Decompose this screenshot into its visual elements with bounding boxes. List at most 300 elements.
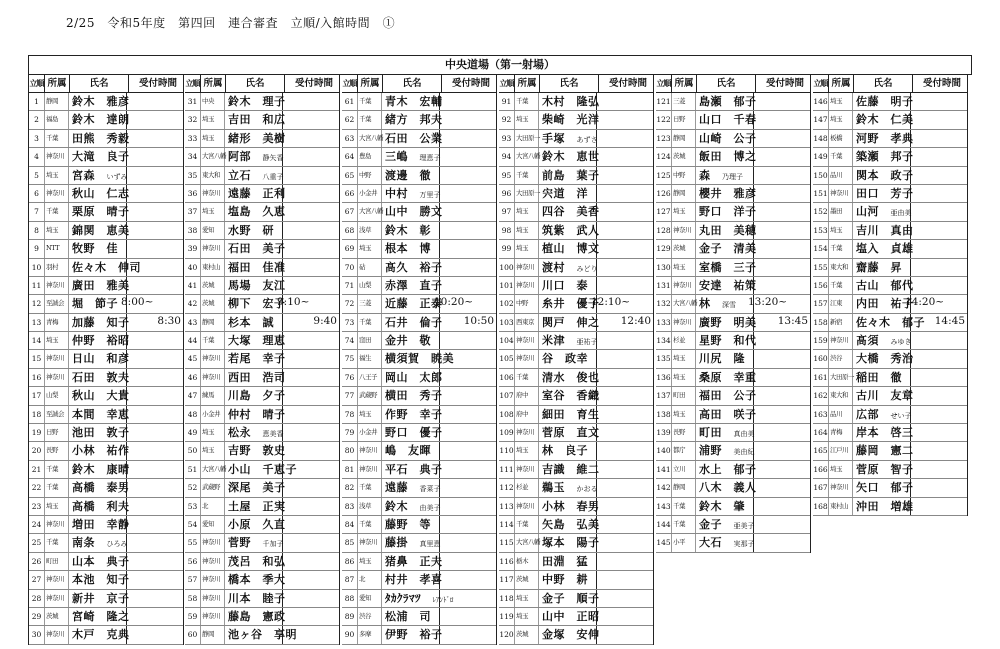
affiliation: 千葉 [829,277,853,294]
order-number: 150 [813,167,829,184]
participant-name [225,442,286,459]
surname-given: 吉野 敦史 [228,444,286,458]
participant-name [382,314,443,331]
surname-given: 小林 春男 [542,499,600,513]
participant-name [69,295,127,312]
order-number: 53 [185,498,201,515]
participant-name [382,259,443,276]
participant-name [382,203,443,220]
order-number: 88 [342,590,358,607]
surname-given: 佐々木 郁子 [856,315,925,329]
order-number: 44 [185,332,201,349]
affiliation: 千葉 [829,240,853,257]
order-number: 36 [185,185,201,202]
affiliation: 埼玉 [201,111,225,128]
surname-given: 岡山 太郎 [385,370,443,384]
order-number: 42 [185,295,201,312]
given-name-kana: 由美子 [419,503,441,512]
surname-given: 平石 典子 [385,462,443,476]
surname-given: 佐々木 伸司 [72,260,141,274]
affiliation: 大田原一 [515,130,539,147]
order-number: 76 [342,369,358,386]
surname-given: 堀 節子 [72,297,118,311]
order-number: 14 [29,332,45,349]
affiliation: 茨城 [45,608,69,625]
participant-name [69,498,130,515]
affiliation: 神奈川 [672,222,696,239]
order-number: 95 [499,167,515,184]
surname-given: 森 [699,168,711,182]
affiliation: 埼玉 [515,203,539,220]
surname-given: 廣野 明美 [699,315,757,329]
affiliation: 砧 [358,259,382,276]
surname-given: 福田 公子 [699,389,757,403]
participant-name [69,553,130,570]
surname-given: 宍道 洋 [542,186,588,200]
order-number: 137 [656,387,672,404]
order-number: 114 [499,516,515,533]
affiliation: 至誠会 [45,295,69,312]
surname-given: 田淵 猛 [542,554,588,568]
surname-given: 佐藤 明子 [856,95,914,108]
order-number: 59 [185,608,201,625]
order-number: 34 [185,148,201,165]
surname-given: 栗原 晴子 [72,205,130,219]
surname-given: 室谷 香織 [542,389,600,403]
order-number: 93 [499,130,515,147]
order-number: 17 [29,387,45,404]
order-number: 6 [29,185,45,202]
participant-name [69,387,130,404]
participant-name [382,608,440,625]
affiliation: 埼玉 [672,259,696,276]
time-block [185,74,340,645]
order-number: 156 [813,277,829,294]
end-time: 13:45 [777,314,808,327]
order-number: 149 [813,148,829,165]
affiliation: 神奈川 [358,534,382,551]
order-number: 13 [29,314,45,331]
surname-given: 嶋 友暉 [385,444,431,458]
participant-name [69,571,130,588]
order-number: 139 [656,424,672,441]
surname-given: 古山 郁代 [856,278,914,292]
given-name-kana: 真里恵 [419,540,441,549]
surname-given: 山口 千春 [699,113,757,127]
column-header-row [185,74,340,93]
order-number: 50 [185,442,201,459]
participant-name [853,461,914,478]
end-time: 8:30 [157,314,181,327]
affiliation: 千葉 [672,516,696,533]
order-number: 151 [813,185,829,202]
order-number: 160 [813,350,829,367]
affiliation: 千葉 [45,203,69,220]
order-number: 74 [342,332,358,349]
order-number: 101 [499,277,515,294]
affiliation: 日野 [672,111,696,128]
order-number: 122 [656,111,672,128]
surname-given: 牧野 佳 [72,242,118,256]
surname-given: 髙須 [856,334,879,348]
affiliation: 埼玉 [45,222,69,239]
affiliation: 茨城 [515,571,539,588]
surname-given: 植山 博文 [542,242,600,256]
affiliation: 茨城 [672,240,696,257]
affiliation: 神奈川 [45,626,69,643]
surname-given: 伊野 裕子 [385,628,443,642]
affiliation: 大宮八幡 [672,295,696,312]
order-number: 78 [342,406,358,423]
participant-name [539,350,597,367]
order-number: 77 [342,387,358,404]
header-time: 受付時間 [922,78,961,89]
order-number: 69 [342,240,358,257]
affiliation: 神奈川 [515,350,539,367]
participant-name [225,461,297,478]
participant-name [69,314,130,331]
order-number: 100 [499,259,515,276]
column-header-row [499,74,654,93]
affiliation: 神奈川 [358,461,382,478]
schedule-table [28,55,972,642]
affiliation: 大宮八幡 [201,461,225,478]
column-header-row [29,74,184,93]
order-number: 105 [499,350,515,367]
order-number: 71 [342,277,358,294]
participant-name [539,608,600,625]
order-number: 165 [813,442,829,459]
participant-name [382,111,443,128]
participant-name [539,590,600,607]
surname-given: 大滝 良子 [72,150,130,164]
participant-name [696,295,754,312]
surname-given: 大橋 秀治 [856,352,914,366]
order-number: 56 [185,553,201,570]
order-number: 125 [656,167,672,184]
participant-name [853,332,911,349]
participant-name [853,148,914,165]
affiliation: 千葉 [358,479,382,496]
header-name: 氏名 [854,75,913,92]
surname-given: 宮森 [72,168,95,182]
surname-given: 野口 優子 [385,426,443,440]
affiliation: 埼玉 [672,350,696,367]
participant-name [225,314,283,331]
participant-name [539,259,597,276]
surname-given: 松永 [228,426,251,440]
surname-given: 塚本 陽子 [542,536,600,550]
order-number: 32 [185,111,201,128]
surname-given: 秋山 仁志 [72,186,130,200]
order-number: 48 [185,406,201,423]
affiliation: 山梨 [358,277,382,294]
order-number: 1 [29,93,45,110]
order-number: 140 [656,442,672,459]
affiliation: 大田原一 [829,369,853,386]
affiliation: 埼玉 [45,332,69,349]
participant-name [382,406,443,423]
affiliation: 府中 [515,387,539,404]
affiliation: 八王子 [358,369,382,386]
participant-name [539,498,600,515]
affiliation: 埼玉 [515,442,539,459]
surname-given: 大石 [699,536,722,550]
participant-name [539,295,600,312]
affiliation: 立川 [672,461,696,478]
order-number: 35 [185,167,201,184]
surname-given: 大塚 理恵 [228,334,286,348]
reception-time-cell [748,93,811,553]
surname-given: 鈴木 仁美 [856,113,914,127]
participant-name [696,111,757,128]
order-number: 84 [342,516,358,533]
surname-given: 山本 典子 [72,554,130,568]
participant-name [382,295,443,312]
surname-given: 鈴木 [385,499,408,513]
order-number: 72 [342,295,358,312]
participant-name [382,222,440,239]
order-number: 58 [185,590,201,607]
affiliation: 町田 [45,553,69,570]
participant-name [853,314,925,331]
order-number: 87 [342,571,358,588]
order-number: 30 [29,626,45,643]
participant-name [539,424,600,441]
order-number: 2 [29,111,45,128]
surname-given: 菅原 智子 [856,462,914,476]
order-number: 154 [813,240,829,257]
order-number: 135 [656,350,672,367]
participant-name [69,332,130,349]
header-time: 受付時間 [765,78,804,89]
order-number: 9 [29,240,45,257]
participant-name [225,148,283,165]
affiliation: 神奈川 [515,259,539,276]
affiliation: 埼玉 [201,442,225,459]
participant-name [69,185,130,202]
participant-name [539,571,597,588]
affiliation: 神奈川 [201,534,225,551]
affiliation: 神奈川 [201,608,225,625]
affiliation: 杉並 [672,332,696,349]
surname-given: ﾀｶｸﾗﾏﾂ [385,591,421,605]
surname-given: 石田 美子 [228,242,286,256]
surname-given: 立石 [228,168,251,182]
affiliation: 千葉 [45,479,69,496]
surname-given: 渡村 [542,260,565,274]
header-affiliation: 所属 [672,75,697,92]
surname-given: 金子 順子 [542,591,600,605]
participant-name [696,461,757,478]
participant-name [853,350,914,367]
participant-name [696,442,754,459]
given-name-kana: 八重子 [262,172,284,181]
affiliation: 千葉 [201,332,225,349]
end-time: 10:50 [463,314,494,327]
affiliation: 大宮八幡 [358,130,382,147]
order-number: 22 [29,479,45,496]
affiliation: 埼玉 [515,608,539,625]
header-order: 立順 [185,75,201,92]
participant-name [382,442,440,459]
participant-name [382,516,440,533]
affiliation: 埼玉 [829,461,853,478]
participant-name [382,277,443,294]
surname-given: 渡邊 徹 [385,168,431,182]
participant-name [382,571,443,588]
surname-given: 近藤 正泰 [385,297,443,311]
surname-given: 赤澤 直子 [385,278,443,292]
affiliation: 千葉 [358,111,382,128]
participant-name [853,387,914,404]
affiliation: 福生 [358,350,382,367]
surname-given: 藤掛 [385,536,408,550]
surname-given: 茂呂 和弘 [228,554,286,568]
participant-name [539,461,600,478]
affiliation: 三菱 [358,295,382,312]
order-number: 128 [656,222,672,239]
affiliation: 豊島 [358,148,382,165]
affiliation: 静岡 [672,479,696,496]
given-name-kana: 恵美香 [262,430,284,439]
surname-given: 藤島 憲政 [228,609,286,623]
participant-name [225,553,286,570]
order-number: 51 [185,461,201,478]
affiliation: 埼玉 [515,590,539,607]
affiliation: 中野 [358,167,382,184]
participant-name [225,277,286,294]
affiliation: 神奈川 [358,442,382,459]
participant-name [696,93,757,110]
affiliation: 埼玉 [45,498,69,515]
order-number: 63 [342,130,358,147]
affiliation: 神奈川 [515,424,539,441]
participant-name [69,203,130,220]
order-number: 148 [813,130,829,147]
surname-given: 鵜玉 [542,481,565,495]
order-number: 152 [813,203,829,220]
header-order: 立順 [499,75,515,92]
start-time: 10:20~ [434,296,474,309]
start-time: 9:10~ [277,296,310,309]
surname-given: 糸井 優子 [542,297,600,311]
order-number: 67 [342,203,358,220]
surname-given: 緒形 美樹 [228,131,286,145]
affiliation: 埼玉 [201,130,225,147]
participant-name [853,406,911,423]
participant-name [853,295,914,312]
affiliation: 長野 [672,424,696,441]
surname-given: 前島 葉子 [542,168,600,182]
affiliation: 静岡 [45,93,69,110]
surname-given: 青木 宏輔 [385,95,443,108]
affiliation: 至誠会 [45,406,69,423]
surname-given: 日山 和彦 [72,352,130,366]
order-number: 20 [29,442,45,459]
affiliation: 埼玉 [672,406,696,423]
order-number: 83 [342,498,358,515]
participant-name [69,608,130,625]
affiliation: 神奈川 [829,332,853,349]
order-number: 162 [813,387,829,404]
order-number: 104 [499,332,515,349]
participant-name [539,185,597,202]
order-number: 157 [813,295,829,312]
surname-given: 金子 [699,517,722,531]
surname-given: 小原 久直 [228,517,286,531]
affiliation: 大宮八幡 [515,534,539,551]
participant-name [69,369,130,386]
affiliation: 茨城 [515,626,539,643]
participant-name [539,387,600,404]
order-number: 28 [29,590,45,607]
participant-name [382,369,443,386]
order-number: 82 [342,479,358,496]
affiliation: 埼玉 [515,240,539,257]
order-number: 61 [342,93,358,110]
participant-name [382,240,440,257]
time-block [342,74,497,645]
surname-given: 横須賀 暁美 [385,352,454,366]
affiliation: 東大和 [829,259,853,276]
surname-given: 林 [699,297,711,311]
order-number: 29 [29,608,45,625]
surname-given: 藤岡 憲二 [856,444,914,458]
order-number: 39 [185,240,201,257]
order-number: 92 [499,111,515,128]
participant-name [69,259,141,276]
surname-given: 齋藤 昇 [856,260,902,274]
surname-given: 古川 友章 [856,389,914,403]
header-affiliation: 所属 [358,75,383,92]
participant-name [696,424,754,441]
participant-name [382,424,443,441]
participant-name [225,203,286,220]
participant-name [225,479,286,496]
surname-given: 錦関 恵美 [72,223,130,237]
affiliation: 日野 [45,424,69,441]
order-number: 7 [29,203,45,220]
participant-name [225,590,286,607]
affiliation: 千葉 [45,130,69,147]
surname-given: 丸田 美穂 [699,223,757,237]
affiliation: 小金井 [358,185,382,202]
order-number: 70 [342,259,358,276]
affiliation: 大宮八幡 [358,203,382,220]
affiliation: 埼玉 [201,424,225,441]
surname-given: 川島 夕子 [228,389,286,403]
surname-given: 鈴木 理子 [228,95,286,108]
surname-given: 山崎 公子 [699,131,757,145]
order-number: 107 [499,387,515,404]
order-number: 66 [342,185,358,202]
header-name: 氏名 [70,75,129,92]
affiliation: 静岡 [201,626,225,643]
surname-given: 池ヶ谷 享明 [228,628,297,642]
participant-name [539,130,597,147]
surname-given: 小山 千恵子 [228,462,297,476]
affiliation: 千葉 [358,314,382,331]
affiliation: 東大和 [829,387,853,404]
order-number: 21 [29,461,45,478]
affiliation: 府中 [515,406,539,423]
participant-name [225,93,286,110]
order-number: 161 [813,369,829,386]
surname-given: 室橋 三子 [699,260,757,274]
order-number: 106 [499,369,515,386]
participant-name [225,111,286,128]
